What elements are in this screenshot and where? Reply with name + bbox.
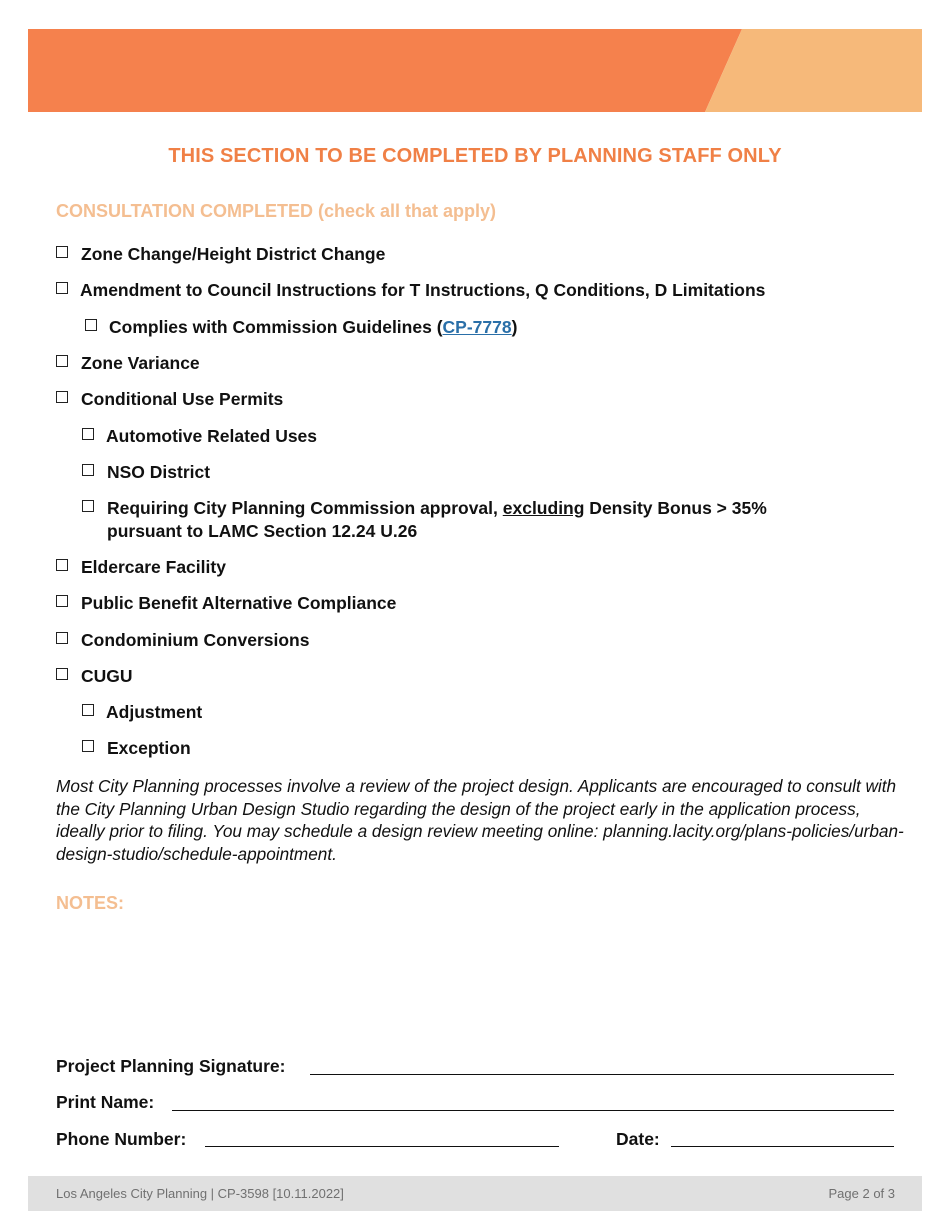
- checklist-item-cugu: [56, 665, 133, 688]
- complies-close: ): [511, 317, 518, 337]
- eldercare-label: Eldercare Facility: [81, 557, 226, 577]
- checklist-item-adjustment: [82, 701, 202, 724]
- zone-change-checkbox[interactable]: [56, 246, 68, 258]
- checklist-item-eldercare: [56, 556, 226, 579]
- exception-label: Exception: [107, 738, 191, 758]
- signature-label: Project Planning Signature:: [56, 1056, 286, 1076]
- footer-page-number: Page 2 of 3: [828, 1186, 895, 1201]
- cpc-density: Density Bonus > 35%: [584, 498, 767, 518]
- zone-variance-checkbox[interactable]: [56, 355, 68, 367]
- print-name-label: Print Name:: [56, 1092, 155, 1112]
- staff-only-heading: THIS SECTION TO BE COMPLETED BY PLANNING STAFF ONLY: [168, 145, 782, 167]
- cup-label: Conditional Use Permits: [81, 389, 284, 409]
- cugu-label: CUGU: [81, 666, 133, 686]
- cup-checkbox[interactable]: [56, 391, 68, 403]
- banner-secondary-shape: [705, 29, 922, 112]
- footer-doc-info: Los Angeles City Planning | CP-3598 [10.11.2022]: [56, 1186, 344, 1201]
- banner-primary-shape: [28, 29, 742, 112]
- phone-number-label: Phone Number:: [56, 1129, 187, 1149]
- checklist-item-zone-change: [56, 243, 385, 266]
- nso-checkbox[interactable]: [82, 464, 94, 476]
- automotive-checkbox[interactable]: [82, 428, 94, 440]
- date-label: Date:: [616, 1129, 660, 1149]
- condo-label: Condominium Conversions: [81, 630, 310, 650]
- zone-variance-label: Zone Variance: [81, 353, 200, 373]
- page-footer: [28, 1176, 922, 1211]
- complies-checkbox[interactable]: [85, 319, 97, 331]
- condo-checkbox[interactable]: [56, 632, 68, 644]
- checklist-item-public-benefit: [56, 592, 396, 615]
- adjustment-label: Adjustment: [106, 702, 203, 722]
- adjustment-checkbox[interactable]: [82, 704, 94, 716]
- header-banner: [28, 29, 922, 112]
- checklist-item-cpc-approval: [82, 497, 842, 543]
- design-review-paragraph: Most City Planning processes involve a review of the project design. Applicants are encouraged to consult with the City Planning Urban Design Studio regarding the design of the project early in the application process, ideally prior to filing. You may schedule a design review meeting online: planning.lacity.org/plans-policies/urban-design-studio/schedule-appointment.: [56, 776, 904, 864]
- cpc-text: Requiring City Planning Commission approval,: [107, 498, 503, 518]
- checklist-item-nso: [82, 461, 210, 484]
- eldercare-checkbox[interactable]: [56, 559, 68, 571]
- print-name-line[interactable]: [172, 1110, 894, 1111]
- checklist-item-exception: [82, 737, 191, 760]
- date-line[interactable]: [671, 1146, 894, 1147]
- checklist-item-cup: [56, 388, 283, 411]
- amendment-checkbox[interactable]: [56, 282, 68, 294]
- cugu-checkbox[interactable]: [56, 668, 68, 680]
- notes-heading: NOTES:: [56, 893, 125, 913]
- public-benefit-label: Public Benefit Alternative Compliance: [81, 593, 397, 613]
- complies-label: [109, 316, 517, 339]
- consultation-heading: CONSULTATION COMPLETED (check all that apply): [56, 201, 497, 221]
- cpc-excluding: excluding: [502, 498, 585, 518]
- cp-7778-link[interactable]: CP-7778: [442, 317, 512, 337]
- complies-text: Complies with Commission Guidelines (: [109, 317, 443, 337]
- phone-number-line[interactable]: [205, 1146, 559, 1147]
- amendment-label: Amendment to Council Instructions for T Instructions, Q Conditions, D Limitations: [80, 280, 766, 300]
- automotive-label: Automotive Related Uses: [106, 426, 318, 446]
- checklist-item-automotive: [82, 425, 317, 448]
- checklist-item-condo: [56, 629, 309, 652]
- checklist-item-amendment: [56, 279, 765, 302]
- checklist-item-zone-variance: [56, 352, 200, 375]
- signature-line[interactable]: [310, 1074, 894, 1075]
- cpc-approval-label: [107, 497, 842, 543]
- exception-checkbox[interactable]: [82, 740, 94, 752]
- checklist-item-complies: [85, 316, 517, 339]
- zone-change-label: Zone Change/Height District Change: [81, 244, 386, 264]
- public-benefit-checkbox[interactable]: [56, 595, 68, 607]
- cpc-line2: pursuant to LAMC Section 12.24 U.26: [107, 521, 418, 541]
- nso-label: NSO District: [107, 462, 211, 482]
- cpc-approval-checkbox[interactable]: [82, 500, 94, 512]
